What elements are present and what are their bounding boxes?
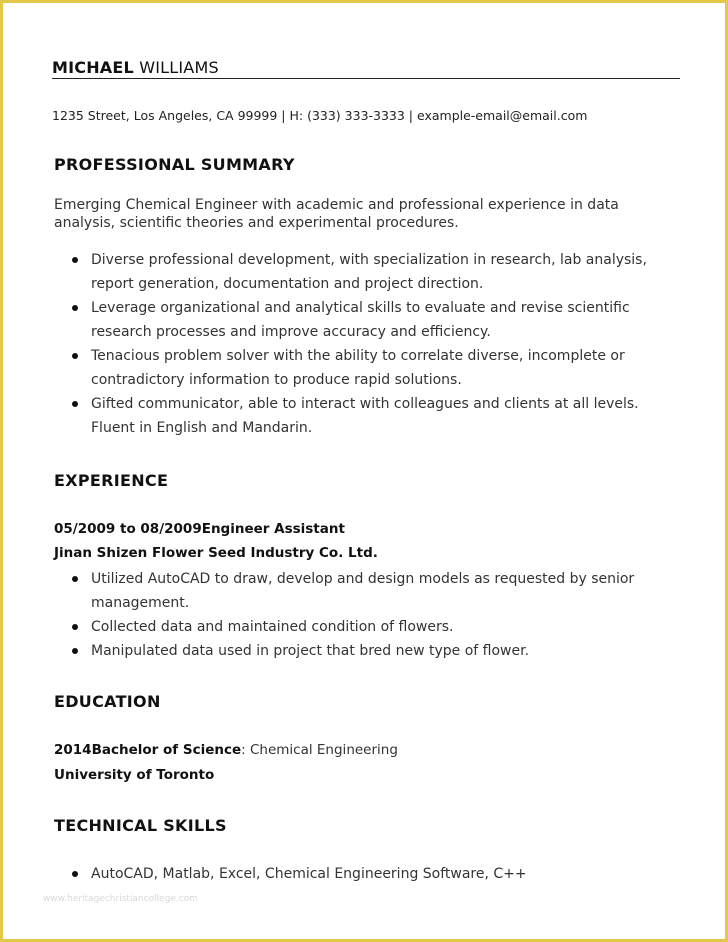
last-name: WILLIAMS [139, 58, 219, 77]
list-item: Gifted communicator, able to interact with colleagues and clients at all levels. Fluent in English and Mandarin. [52, 392, 652, 440]
summary-heading: PROFESSIONAL SUMMARY [54, 155, 295, 174]
list-item: Leverage organizational and analytical skills to evaluate and revise scientific research processes and improve accuracy and efficiency. [52, 296, 652, 344]
experience-bullets [52, 567, 652, 663]
summary-intro: Emerging Chemical Engineer with academic and professional experience in data analysis, scientific theories and experimental procedures. [54, 197, 619, 231]
education-heading: EDUCATION [54, 692, 161, 711]
edu-year: 2014 [54, 742, 92, 758]
summary-bullets [52, 248, 652, 440]
list-item: Tenacious problem solver with the ability to correlate diverse, incomplete or contradictory information to produce rapid solutions. [52, 344, 652, 392]
degree-line [54, 742, 398, 758]
candidate-name [52, 58, 219, 77]
degree-field: : Chemical Engineering [241, 742, 398, 758]
skills-heading: TECHNICAL SKILLS [54, 816, 227, 835]
contact-info: 1235 Street, Los Angeles, CA 99999 | H: (333) 333-3333 | example-email@email.com [52, 108, 588, 123]
list-item: Utilized AutoCAD to draw, develop and design models as requested by senior management. [52, 567, 652, 615]
skills-bullets [52, 862, 652, 886]
first-name: MICHAEL [52, 58, 134, 77]
list-item: Manipulated data used in project that bred new type of flower. [52, 639, 652, 663]
list-item: Diverse professional development, with specialization in research, lab analysis, report generation, documentation and project direction. [52, 248, 652, 296]
list-item: Collected data and maintained condition of flowers. [52, 615, 652, 639]
degree: Bachelor of Science [91, 742, 242, 758]
experience-heading: EXPERIENCE [54, 471, 169, 490]
job-title-line [54, 521, 345, 537]
watermark-text: www.heritagechristiancollege.com [43, 894, 198, 904]
job-title: Engineer Assistant [201, 521, 345, 537]
name-divider [52, 78, 680, 79]
company-name: Jinan Shizen Flower Seed Industry Co. Ltd. [54, 545, 378, 561]
job-dates: 05/2009 to 08/2009 [54, 521, 202, 537]
school-name: University of Toronto [54, 767, 215, 783]
list-item: AutoCAD, Matlab, Excel, Chemical Engineering Software, C++ [52, 862, 652, 886]
